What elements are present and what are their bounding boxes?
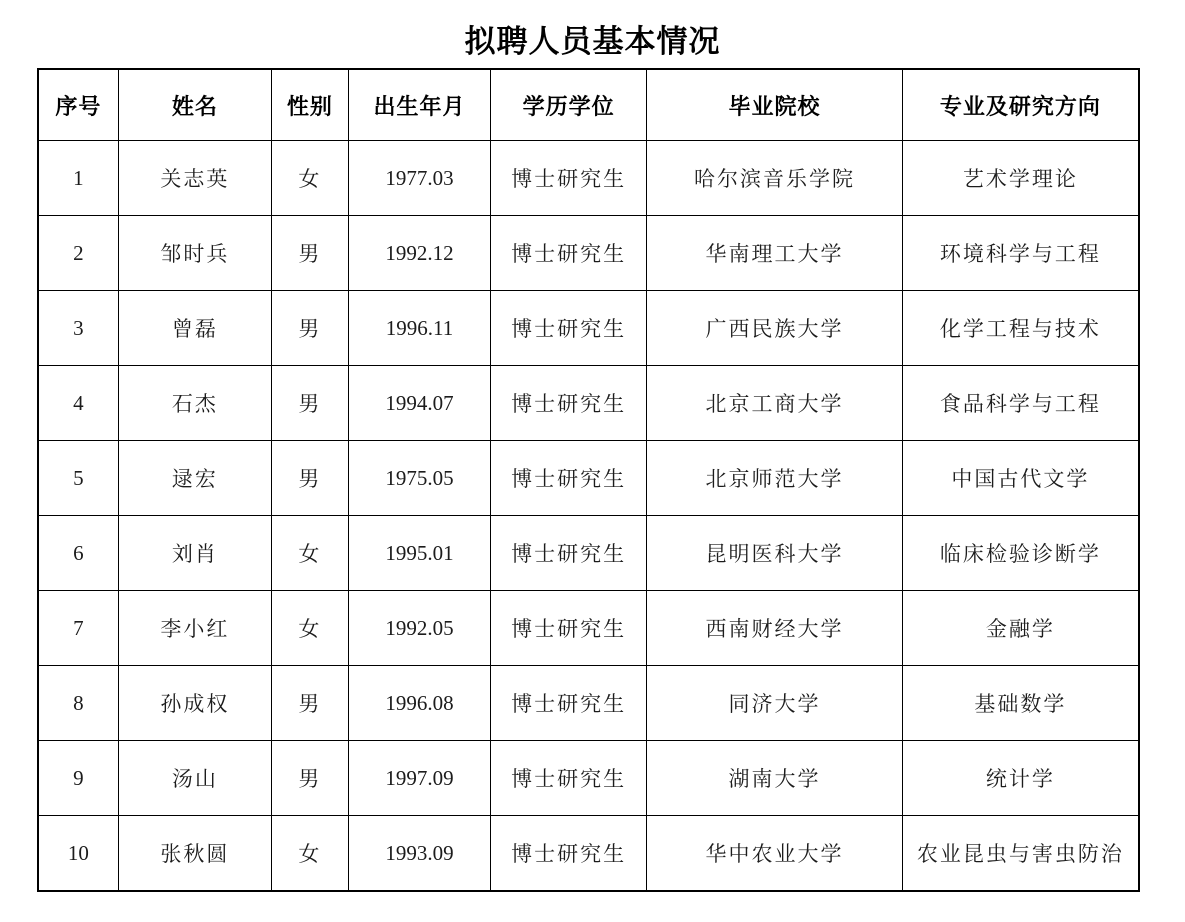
table-row xyxy=(38,291,1139,366)
cell-school: 华南理工大学 xyxy=(647,216,902,291)
cell-gender: 女 xyxy=(271,591,348,666)
cell-name: 邹时兵 xyxy=(118,216,271,291)
cell-birth: 1996.08 xyxy=(348,666,490,741)
cell-birth: 1993.09 xyxy=(348,816,490,892)
cell-degree: 博士研究生 xyxy=(490,516,646,591)
cell-birth: 1992.12 xyxy=(348,216,490,291)
cell-no: 4 xyxy=(38,366,118,441)
table-row xyxy=(38,516,1139,591)
cell-no: 7 xyxy=(38,591,118,666)
cell-school: 湖南大学 xyxy=(647,741,902,816)
table-row xyxy=(38,666,1139,741)
column-header-no: 序号 xyxy=(38,69,118,141)
column-header-gender: 性别 xyxy=(271,69,348,141)
cell-degree: 博士研究生 xyxy=(490,816,646,892)
cell-major: 中国古代文学 xyxy=(902,441,1139,516)
table-row xyxy=(38,366,1139,441)
cell-degree: 博士研究生 xyxy=(490,216,646,291)
cell-gender: 男 xyxy=(271,216,348,291)
cell-school: 北京师范大学 xyxy=(647,441,902,516)
table-header-row xyxy=(38,69,1139,141)
cell-name: 张秋圆 xyxy=(118,816,271,892)
cell-major: 金融学 xyxy=(902,591,1139,666)
table-row xyxy=(38,741,1139,816)
cell-school: 西南财经大学 xyxy=(647,591,902,666)
cell-school: 北京工商大学 xyxy=(647,366,902,441)
table-row xyxy=(38,816,1139,892)
table-body xyxy=(38,141,1139,892)
cell-birth: 1996.11 xyxy=(348,291,490,366)
cell-no: 9 xyxy=(38,741,118,816)
cell-name: 汤山 xyxy=(118,741,271,816)
candidates-table xyxy=(37,68,1140,892)
cell-degree: 博士研究生 xyxy=(490,366,646,441)
cell-major: 统计学 xyxy=(902,741,1139,816)
table-row xyxy=(38,441,1139,516)
cell-degree: 博士研究生 xyxy=(490,666,646,741)
cell-birth: 1992.05 xyxy=(348,591,490,666)
column-header-name: 姓名 xyxy=(118,69,271,141)
cell-degree: 博士研究生 xyxy=(490,591,646,666)
cell-gender: 女 xyxy=(271,816,348,892)
cell-gender: 女 xyxy=(271,141,348,216)
cell-name: 逯宏 xyxy=(118,441,271,516)
table-row xyxy=(38,141,1139,216)
cell-degree: 博士研究生 xyxy=(490,291,646,366)
cell-degree: 博士研究生 xyxy=(490,741,646,816)
table-row xyxy=(38,591,1139,666)
cell-birth: 1977.03 xyxy=(348,141,490,216)
cell-name: 石杰 xyxy=(118,366,271,441)
cell-no: 6 xyxy=(38,516,118,591)
cell-name: 孙成权 xyxy=(118,666,271,741)
cell-birth: 1975.05 xyxy=(348,441,490,516)
cell-no: 3 xyxy=(38,291,118,366)
cell-name: 曾磊 xyxy=(118,291,271,366)
page-title: 拟聘人员基本情况 xyxy=(464,24,721,59)
cell-gender: 女 xyxy=(271,516,348,591)
cell-school: 广西民族大学 xyxy=(647,291,902,366)
cell-name: 李小红 xyxy=(118,591,271,666)
cell-school: 同济大学 xyxy=(647,666,902,741)
cell-gender: 男 xyxy=(271,741,348,816)
cell-degree: 博士研究生 xyxy=(490,441,646,516)
column-header-birth: 出生年月 xyxy=(348,69,490,141)
cell-major: 艺术学理论 xyxy=(902,141,1139,216)
cell-birth: 1994.07 xyxy=(348,366,490,441)
cell-major: 基础数学 xyxy=(902,666,1139,741)
column-header-degree: 学历学位 xyxy=(490,69,646,141)
cell-major: 化学工程与技术 xyxy=(902,291,1139,366)
cell-gender: 男 xyxy=(271,291,348,366)
cell-school: 华中农业大学 xyxy=(647,816,902,892)
table-header xyxy=(38,69,1139,141)
cell-school: 哈尔滨音乐学院 xyxy=(647,141,902,216)
cell-major: 环境科学与工程 xyxy=(902,216,1139,291)
cell-no: 5 xyxy=(38,441,118,516)
cell-no: 8 xyxy=(38,666,118,741)
column-header-major: 专业及研究方向 xyxy=(902,69,1139,141)
cell-no: 2 xyxy=(38,216,118,291)
cell-no: 1 xyxy=(38,141,118,216)
cell-no: 10 xyxy=(38,816,118,892)
cell-gender: 男 xyxy=(271,666,348,741)
cell-school: 昆明医科大学 xyxy=(647,516,902,591)
cell-name: 关志英 xyxy=(118,141,271,216)
table-row xyxy=(38,216,1139,291)
cell-birth: 1997.09 xyxy=(348,741,490,816)
cell-name: 刘肖 xyxy=(118,516,271,591)
cell-major: 农业昆虫与害虫防治 xyxy=(902,816,1139,892)
cell-major: 临床检验诊断学 xyxy=(902,516,1139,591)
cell-gender: 男 xyxy=(271,366,348,441)
cell-major: 食品科学与工程 xyxy=(902,366,1139,441)
column-header-school: 毕业院校 xyxy=(647,69,902,141)
cell-degree: 博士研究生 xyxy=(490,141,646,216)
cell-gender: 男 xyxy=(271,441,348,516)
cell-birth: 1995.01 xyxy=(348,516,490,591)
